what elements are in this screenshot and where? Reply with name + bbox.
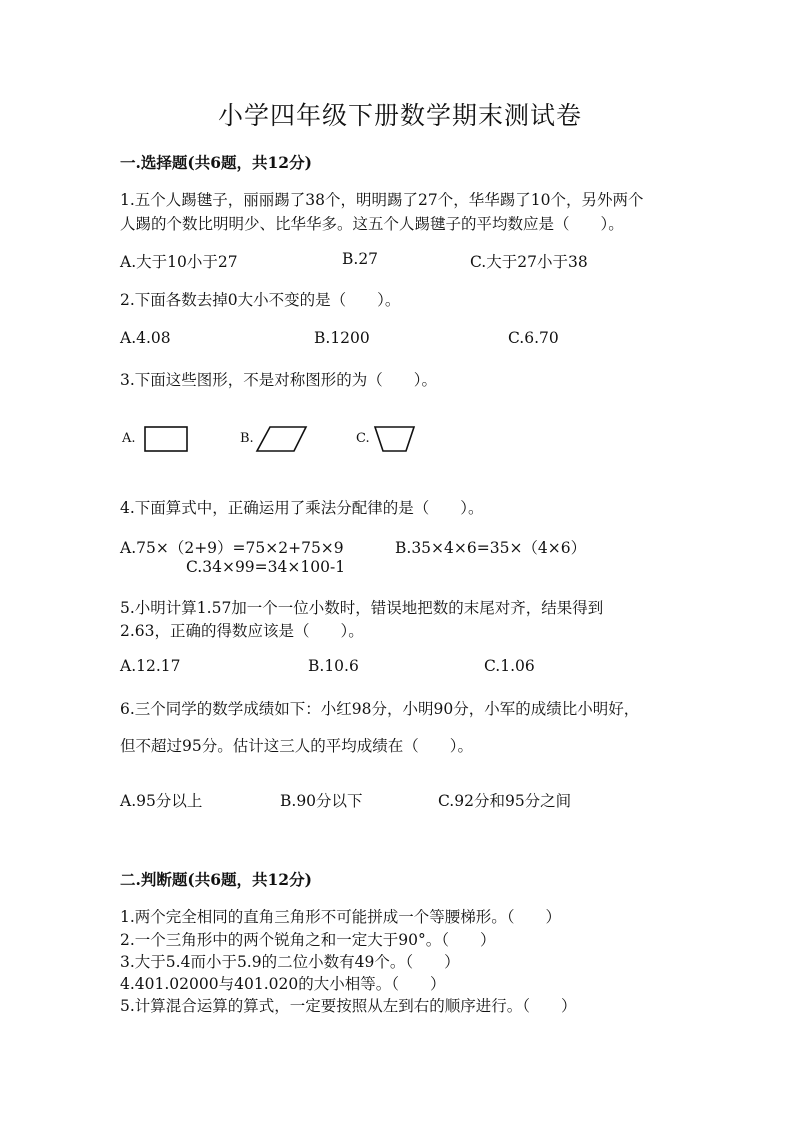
section-heading-judgement: 二.判断题(共6题，共12分) [120, 870, 312, 889]
question-5-option-c: C.1.06 [484, 657, 535, 675]
section-heading-choice: 一.选择题(共6题，共12分) [120, 153, 312, 172]
page-title: 小学四年级下册数学期末测试卷 [217, 101, 582, 130]
question-5-option-a: A.12.17 [120, 657, 181, 675]
judgement-item-1: 1.两个完全相同的直角三角形不可能拼成一个等腰梯形。（ ） [120, 908, 562, 926]
question-6-option-b: B.90分以下 [280, 792, 363, 810]
question-6-line-1: 6.三个同学的数学成绩如下：小红98分，小明90分，小军的成绩比小明好， [120, 700, 640, 718]
trapezoid-shape [374, 426, 416, 452]
judgement-item-2: 2.一个三角形中的两个锐角之和一定大于90°。（ ） [120, 931, 496, 949]
shape-a-label: A. [122, 431, 136, 446]
question-2-option-c: C.6.70 [508, 329, 559, 347]
question-4-option-a: A.75×（2+9）=75×2+75×9 [120, 539, 344, 557]
question-2-option-b: B.1200 [314, 329, 370, 347]
question-2-option-a: A.4.08 [120, 329, 171, 347]
question-3-text: 3.下面这些图形，不是对称图形的为（ ）。 [120, 371, 438, 389]
question-4-option-c: C.34×99=34×100-1 [186, 558, 346, 576]
question-5-option-b: B.10.6 [308, 657, 359, 675]
question-1-option-c: C.大于27小于38 [470, 253, 588, 271]
question-5-line-1: 5.小明计算1.57加一个一位小数时，错误地把数的末尾对齐，结果得到 [120, 599, 604, 617]
question-1-line-2: 人踢的个数比明明少、比华华多。这五个人踢毽子的平均数应是（ ）。 [120, 215, 624, 233]
question-6-option-c: C.92分和95分之间 [438, 792, 572, 810]
question-4-text: 4.下面算式中，正确运用了乘法分配律的是（ ）。 [120, 499, 484, 517]
question-4-option-b: B.35×4×6=35×（4×6） [395, 539, 587, 557]
question-1-option-a: A.大于10小于27 [120, 253, 238, 271]
question-1-option-b: B.27 [342, 250, 379, 268]
rectangle-shape [144, 426, 188, 452]
judgement-item-5: 5.计算混合运算的算式，一定要按照从左到右的顺序进行。（ ） [120, 997, 577, 1015]
parallelogram-shape [256, 426, 308, 452]
question-5-line-2: 2.63，正确的得数应该是（ ）。 [120, 622, 364, 640]
question-2-text: 2.下面各数去掉0大小不变的是（ ）。 [120, 291, 401, 309]
shape-b-label: B. [240, 431, 254, 446]
judgement-item-4: 4.401.02000与401.020的大小相等。（ ） [120, 975, 446, 993]
shape-c-label: C. [356, 431, 370, 446]
judgement-item-3: 3.大于5.4而小于5.9的二位小数有49个。（ ） [120, 953, 460, 971]
question-6-option-a: A.95分以上 [120, 792, 203, 810]
question-1-line-1: 1.五个人踢毽子，丽丽踢了38个，明明踢了27个，华华踢了10个，另外两个 [120, 191, 644, 209]
question-6-line-2: 但不超过95分。估计这三人的平均成绩在（ ）。 [120, 737, 473, 755]
